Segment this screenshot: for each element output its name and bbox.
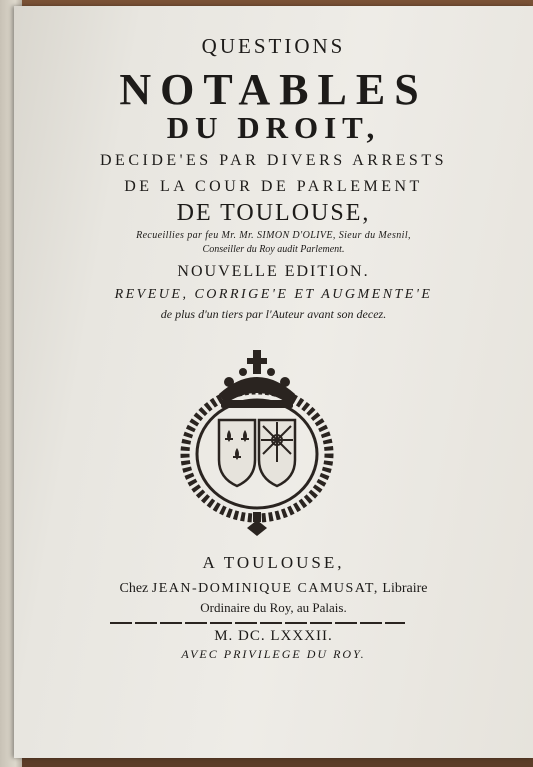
publisher-prefix: Chez <box>119 581 149 596</box>
royal-coat-of-arms-icon <box>179 342 335 540</box>
publisher-suffix: Libraire <box>382 581 428 596</box>
imprint-publisher <box>14 581 533 597</box>
title-line-notables: NOTABLES <box>119 65 428 114</box>
imprint-city: A TOULOUSE, <box>202 553 345 572</box>
author-line: Recueillies par feu Mr. Mr. SIMON D'OLIVE, Sieur du Mesnil, <box>136 230 411 241</box>
printer-rule-ornament <box>110 620 405 626</box>
author-office: Conseiller du Roy audit Parlement. <box>202 244 345 255</box>
subtitle-decidees: DECIDE'ES PAR DIVERS ARRESTS <box>99 152 447 169</box>
subtitle-cour: DE LA COUR DE PARLEMENT <box>124 178 423 195</box>
title-line-du-droit: DU DROIT, <box>166 110 381 145</box>
publisher-name: JEAN-DOMINIQUE CAMUSAT, <box>151 581 379 596</box>
edition-label: NOUVELLE EDITION. <box>177 263 370 280</box>
imprint-year: M. DC. LXXXII. <box>214 628 333 644</box>
revised-label: REVEUE, CORRIGE'E ET AUGMENTE'E <box>114 287 433 302</box>
imprint-publisher-line2: Ordinaire du Roy, au Palais. <box>200 600 347 615</box>
revised-detail: de plus d'un tiers par l'Auteur avant son decez. <box>160 307 387 321</box>
subtitle-toulouse: DE TOULOUSE, <box>176 200 371 226</box>
title-line-questions: QUESTIONS <box>201 34 346 58</box>
royal-privilege: AVEC PRIVILEGE DU ROY. <box>181 647 366 661</box>
title-page <box>14 6 533 758</box>
